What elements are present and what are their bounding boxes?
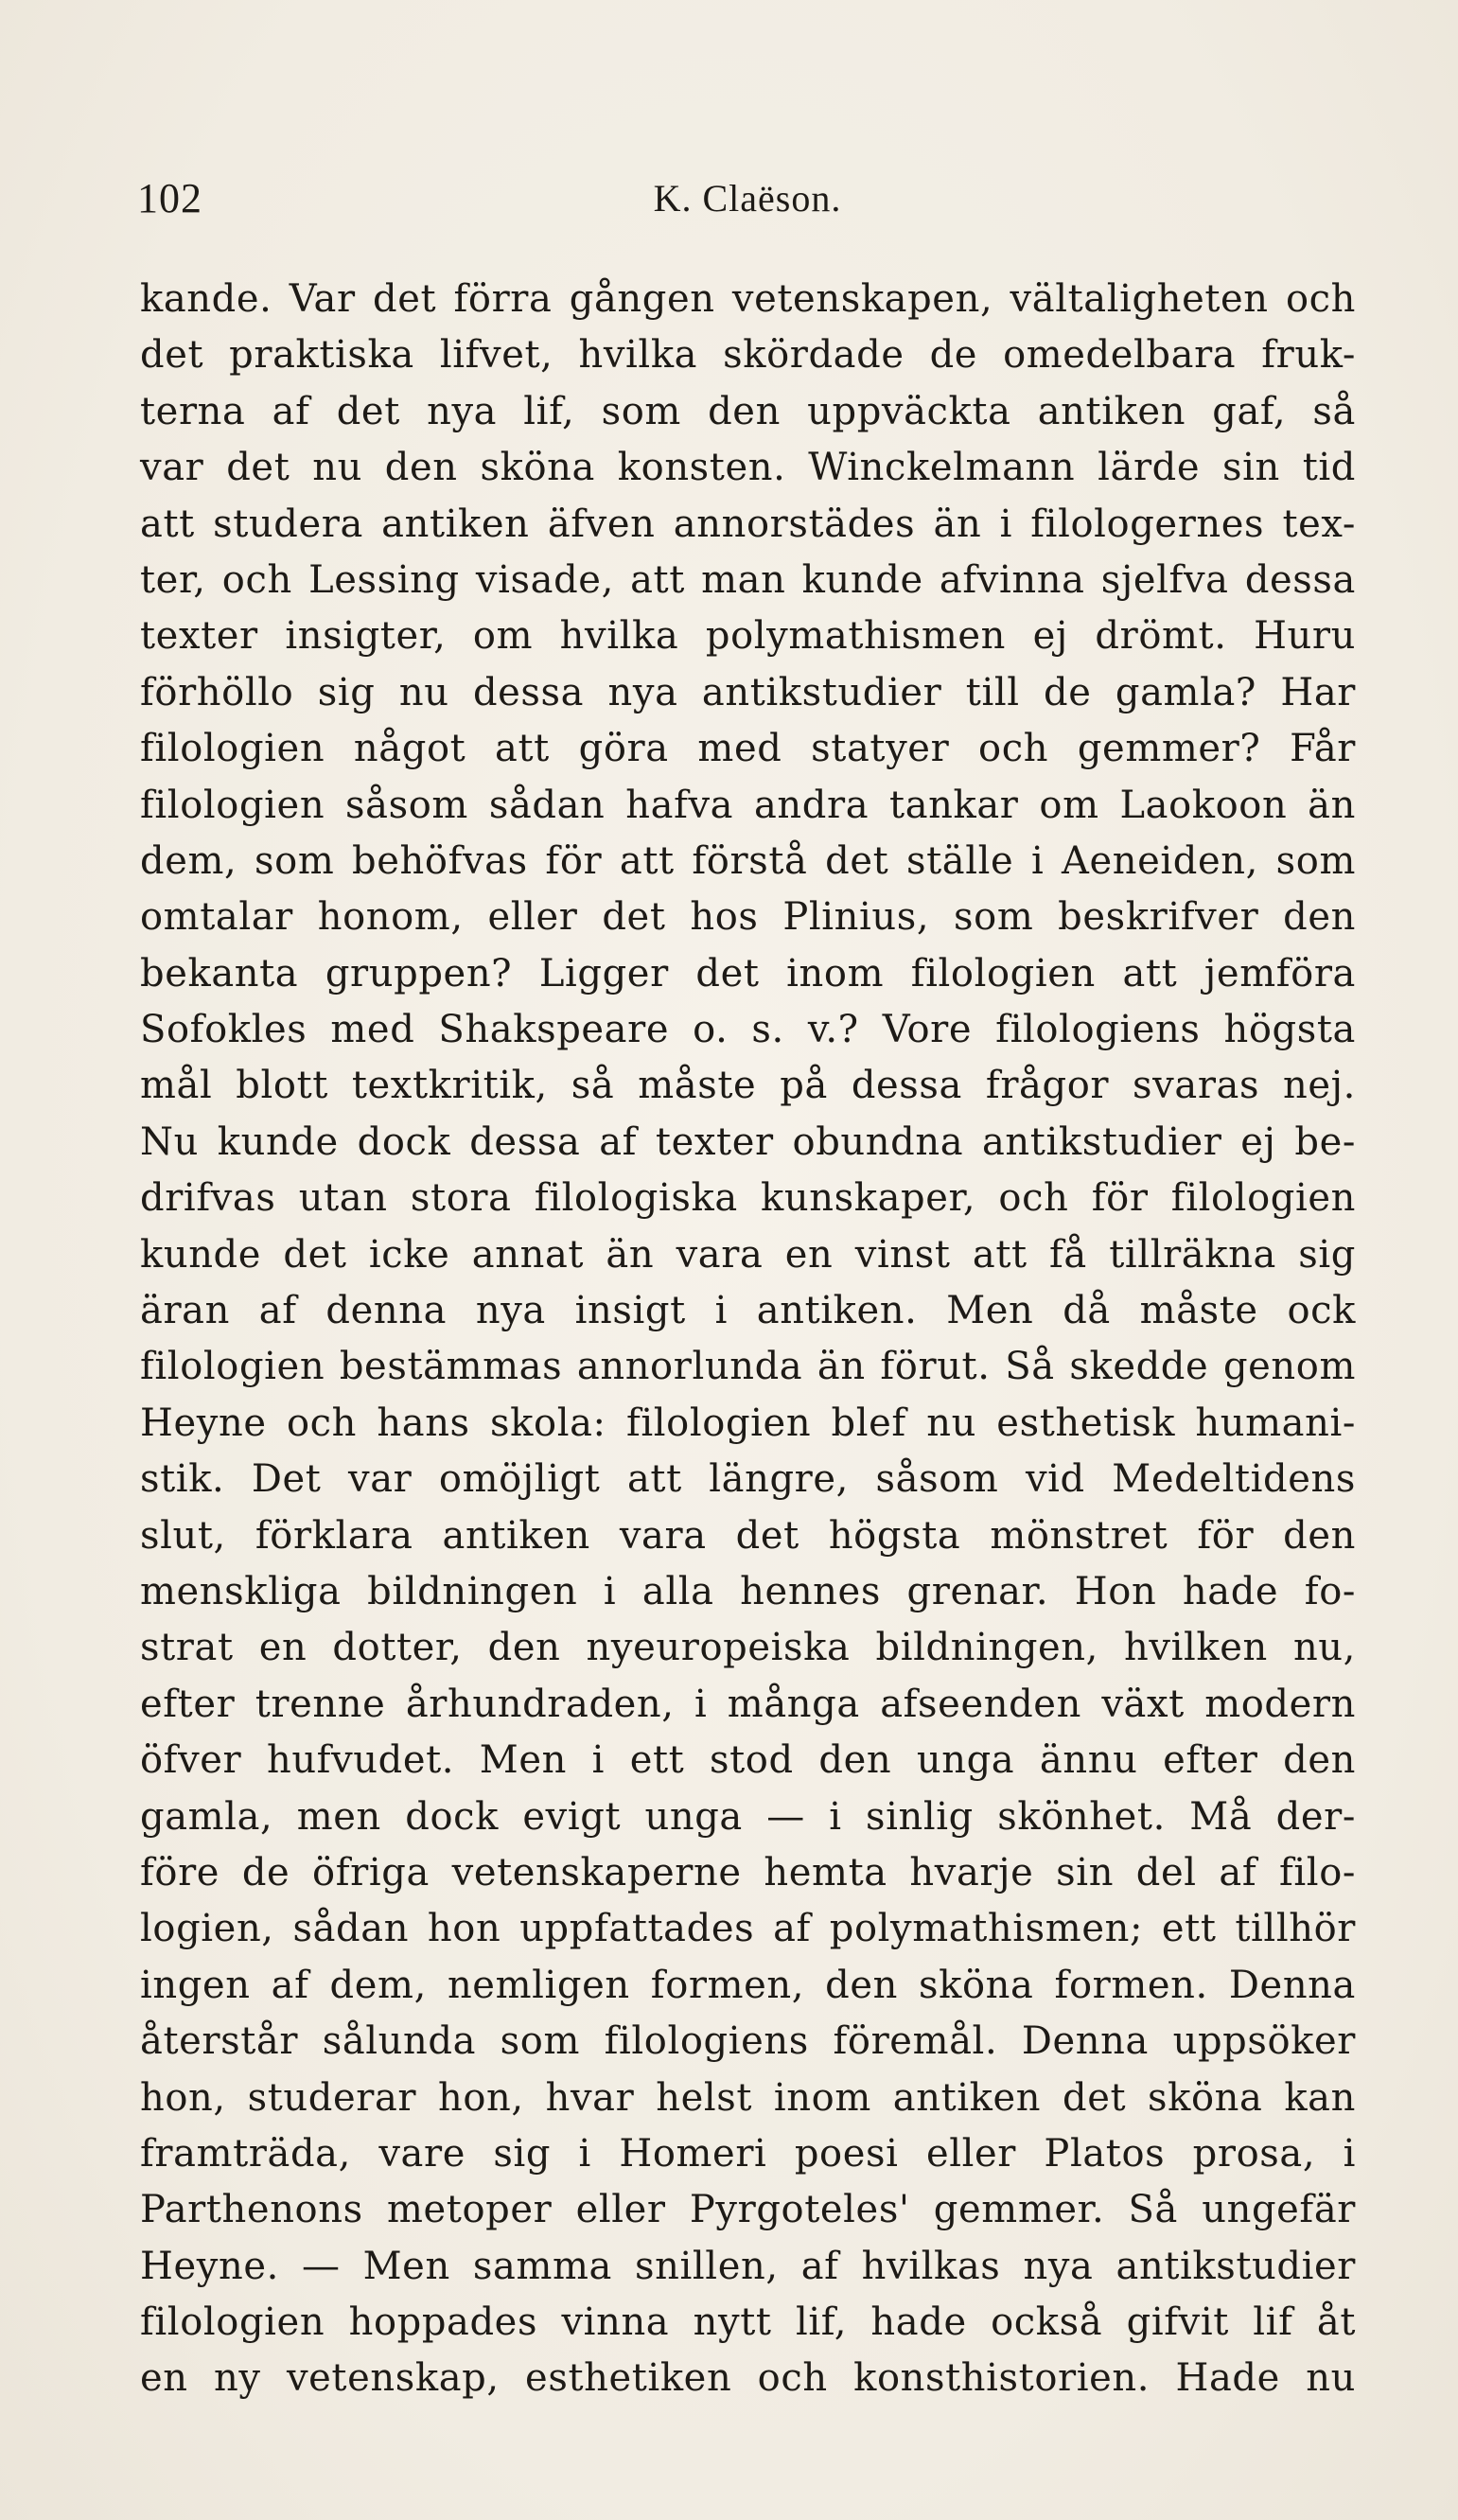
text-line: texter insigter, om hvilka polymathismen ej drömt. Huru <box>140 614 1356 659</box>
text-line: ter, och Lessing visade, att man kunde afvinna sjelfva dessa <box>140 557 1356 602</box>
text-line: öfver hufvudet. Men i ett stod den unga ännu efter den <box>140 1738 1356 1783</box>
body-text <box>140 272 1356 2407</box>
page-header <box>137 170 1358 227</box>
text-line: en ny vetenskap, esthetiken och konsthistorien. Hade nu <box>140 2356 1356 2401</box>
text-line: filologien något att göra med statyer och gemmer? Får <box>140 727 1356 771</box>
text-line: menskliga bildningen i alla hennes grenar. Hon hade fo- <box>140 1569 1356 1613</box>
text-line: filologien hoppades vinna nytt lif, hade också gifvit lif åt <box>140 2300 1356 2345</box>
text-line: dem, som behöfvas för att förstå det ställe i Aeneiden, som <box>140 838 1356 883</box>
text-line: gamla, men dock evigt unga — i sinlig skönhet. Må der- <box>140 1794 1356 1839</box>
text-line: Sofokles med Shakspeare o. s. v.? Vore filologiens högsta <box>140 1008 1356 1052</box>
text-line: slut, förklara antiken vara det högsta mönstret för den <box>140 1513 1356 1558</box>
text-line: bekanta gruppen? Ligger det inom filologien att jemföra <box>140 951 1356 996</box>
text-line: kande. Var det förra gången vetenskapen, vältaligheten och <box>140 277 1356 321</box>
text-line: logien, sådan hon uppfattades af polymathismen; ett tillhör <box>140 1907 1356 1951</box>
text-line: strat en dotter, den nyeuropeiska bildningen, hvilken nu, <box>140 1626 1356 1670</box>
text-line: äran af denna nya insigt i antiken. Men då måste ock <box>140 1289 1356 1333</box>
text-line: Nu kunde dock dessa af texter obundna antikstudier ej be- <box>140 1119 1356 1164</box>
page-number: 102 <box>137 175 202 221</box>
text-line: efter trenne århundraden, i många afseenden växt modern <box>140 1682 1356 1726</box>
text-line: Heyne och hans skola: filologien blef nu esthetisk humani- <box>140 1401 1356 1445</box>
text-line: omtalar honom, eller det hos Plinius, som beskrifver den <box>140 895 1356 940</box>
text-line: filologien såsom sådan hafva andra tankar om Laokoon än <box>140 783 1356 827</box>
text-line: att studera antiken äfven annorstädes än i filologernes tex- <box>140 502 1356 546</box>
text-line: hon, studerar hon, hvar helst inom antiken det sköna kan <box>140 2075 1356 2120</box>
text-line: det praktiska lifvet, hvilka skördade de omedelbara fruk- <box>140 333 1356 378</box>
text-line: stik. Det var omöjligt att längre, såsom vid Medeltidens <box>140 1457 1356 1502</box>
text-line: återstår sålunda som filologiens föremål. Denna uppsöker <box>140 2019 1356 2064</box>
text-line: drifvas utan stora filologiska kunskaper, och för filologien <box>140 1176 1356 1221</box>
text-line: Parthenons metoper eller Pyrgoteles' gemmer. Så ungefär <box>140 2188 1356 2232</box>
text-line: kunde det icke annat än vara en vinst att få tillräkna sig <box>140 1232 1356 1277</box>
text-line: förhöllo sig nu dessa nya antikstudier till de gamla? Har <box>140 670 1356 714</box>
text-line: framträda, vare sig i Homeri poesi eller Platos prosa, i <box>140 2131 1356 2176</box>
text-line: filologien bestämmas annorlunda än förut. Så skedde genom <box>140 1345 1356 1389</box>
text-line: var det nu den sköna konsten. Winckelmann lärde sin tid <box>140 446 1356 490</box>
text-line: före de öfriga vetenskaperne hemta hvarje sin del af filo- <box>140 1850 1356 1894</box>
text-line: ingen af dem, nemligen formen, den sköna formen. Denna <box>140 1963 1356 2007</box>
text-line: mål blott textkritik, så måste på dessa frågor svaras nej. <box>140 1064 1356 1108</box>
text-line: terna af det nya lif, som den uppväckta antiken gaf, så <box>140 389 1356 433</box>
text-line: Heyne. — Men samma snillen, af hvilkas nya antikstudier <box>140 2244 1356 2288</box>
running-head: K. Claëson. <box>653 177 842 220</box>
